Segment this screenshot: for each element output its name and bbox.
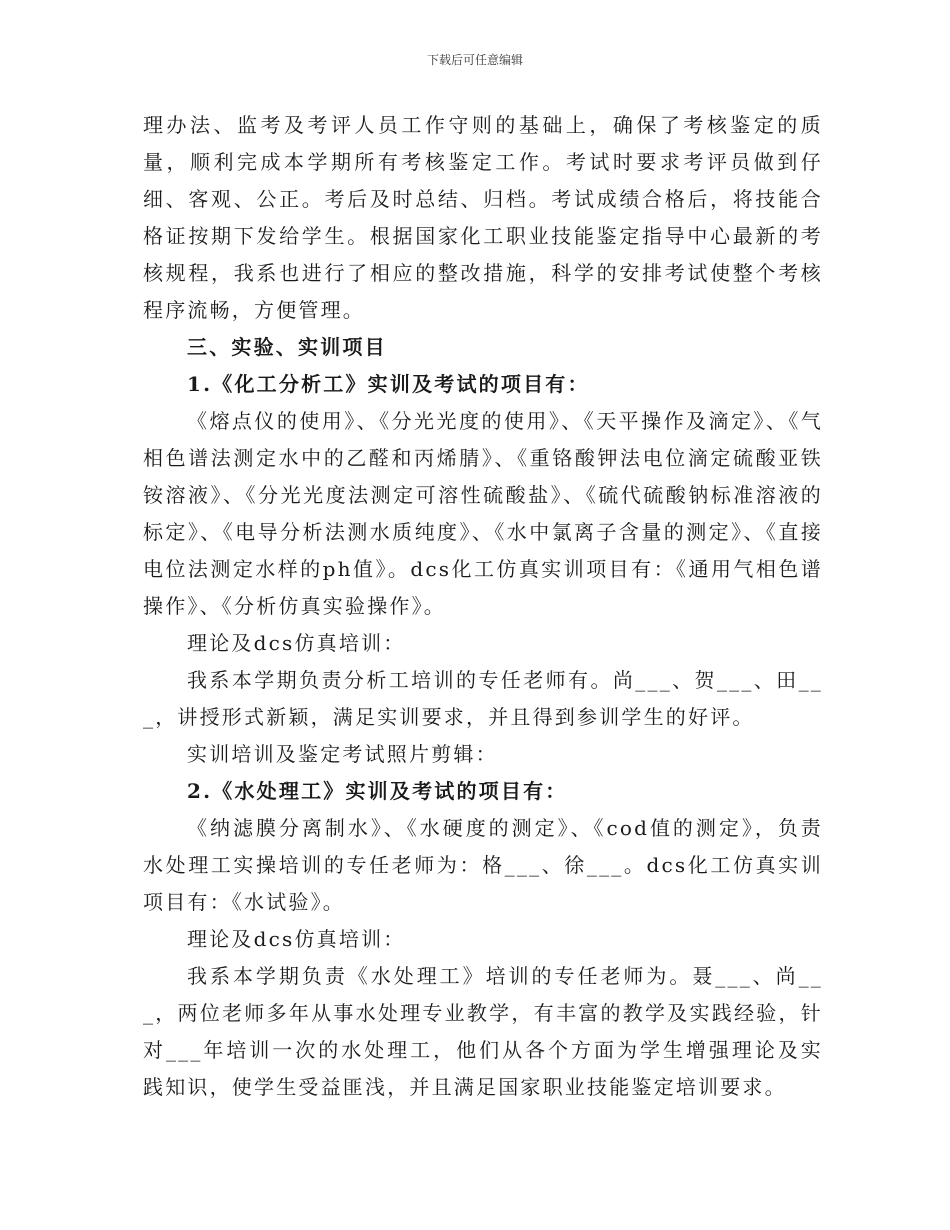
body-paragraph: 我系本学期负责分析工培训的专任老师有。尚___、贺___、田___，讲授形式新颖，满足实训要求，并且得到参训学生的好评。 [143,668,823,729]
section-heading: 三、实验、实训项目 [187,335,387,359]
body-paragraph: 理论及dcs仿真培训： [187,927,406,951]
body-paragraph: 我系本学期负责《水处理工》培训的专任老师为。聂___、尚___，两位老师多年从事水处理专业教学，有丰富的教学及实践经验，针对___年培训一次的水处理工，他们从各个方面为学生增强理论及实践知识，使学生受益匪浅，并且满足国家职业技能鉴定培训要求。 [143,964,823,1099]
document-body [143,107,823,1106]
body-paragraph: 《熔点仪的使用》、《分光光度的使用》、《天平操作及滴定》、《气相色谱法测定水中的乙醛和丙烯腈》、《重铬酸钾法电位滴定硫酸亚铁铵溶液》、《分光光度法测定可溶性硫酸盐》、《硫代硫酸钠标准溶液的标定》、《电导分析法测水质纯度》、《水中氯离子含量的测定》、《直接电位法测定水样的ph值》。dcs化工仿真实训项目有：《通用气相色谱操作》、《分析仿真实验操作》。 [143,409,823,618]
subsection-heading: 2.《水处理工》实训及考试的项目有： [187,779,568,803]
body-paragraph: 理论及dcs仿真培训： [187,631,406,655]
body-paragraph: 理办法、监考及考评人员工作守则的基础上，确保了考核鉴定的质量，顺利完成本学期所有考核鉴定工作。考试时要求考评员做到仔细、客观、公正。考后及时总结、归档。考试成绩合格后，将技能合格证按期下发给学生。根据国家化工职业技能鉴定指导中心最新的考核规程，我系也进行了相应的整改措施，科学的安排考试使整个考核程序流畅，方便管理。 [143,113,823,322]
body-paragraph: 《纳滤膜分离制水》、《水硬度的测定》、《cod值的测定》，负责水处理工实操培训的专任老师为：格___、徐___。dcs化工仿真实训项目有：《水试验》。 [143,816,823,914]
body-paragraph: 实训培训及鉴定考试照片剪辑： [187,742,498,766]
page-header: 下载后可任意编辑 [426,53,523,67]
subsection-heading: 1.《化工分析工》实训及考试的项目有： [187,372,590,396]
